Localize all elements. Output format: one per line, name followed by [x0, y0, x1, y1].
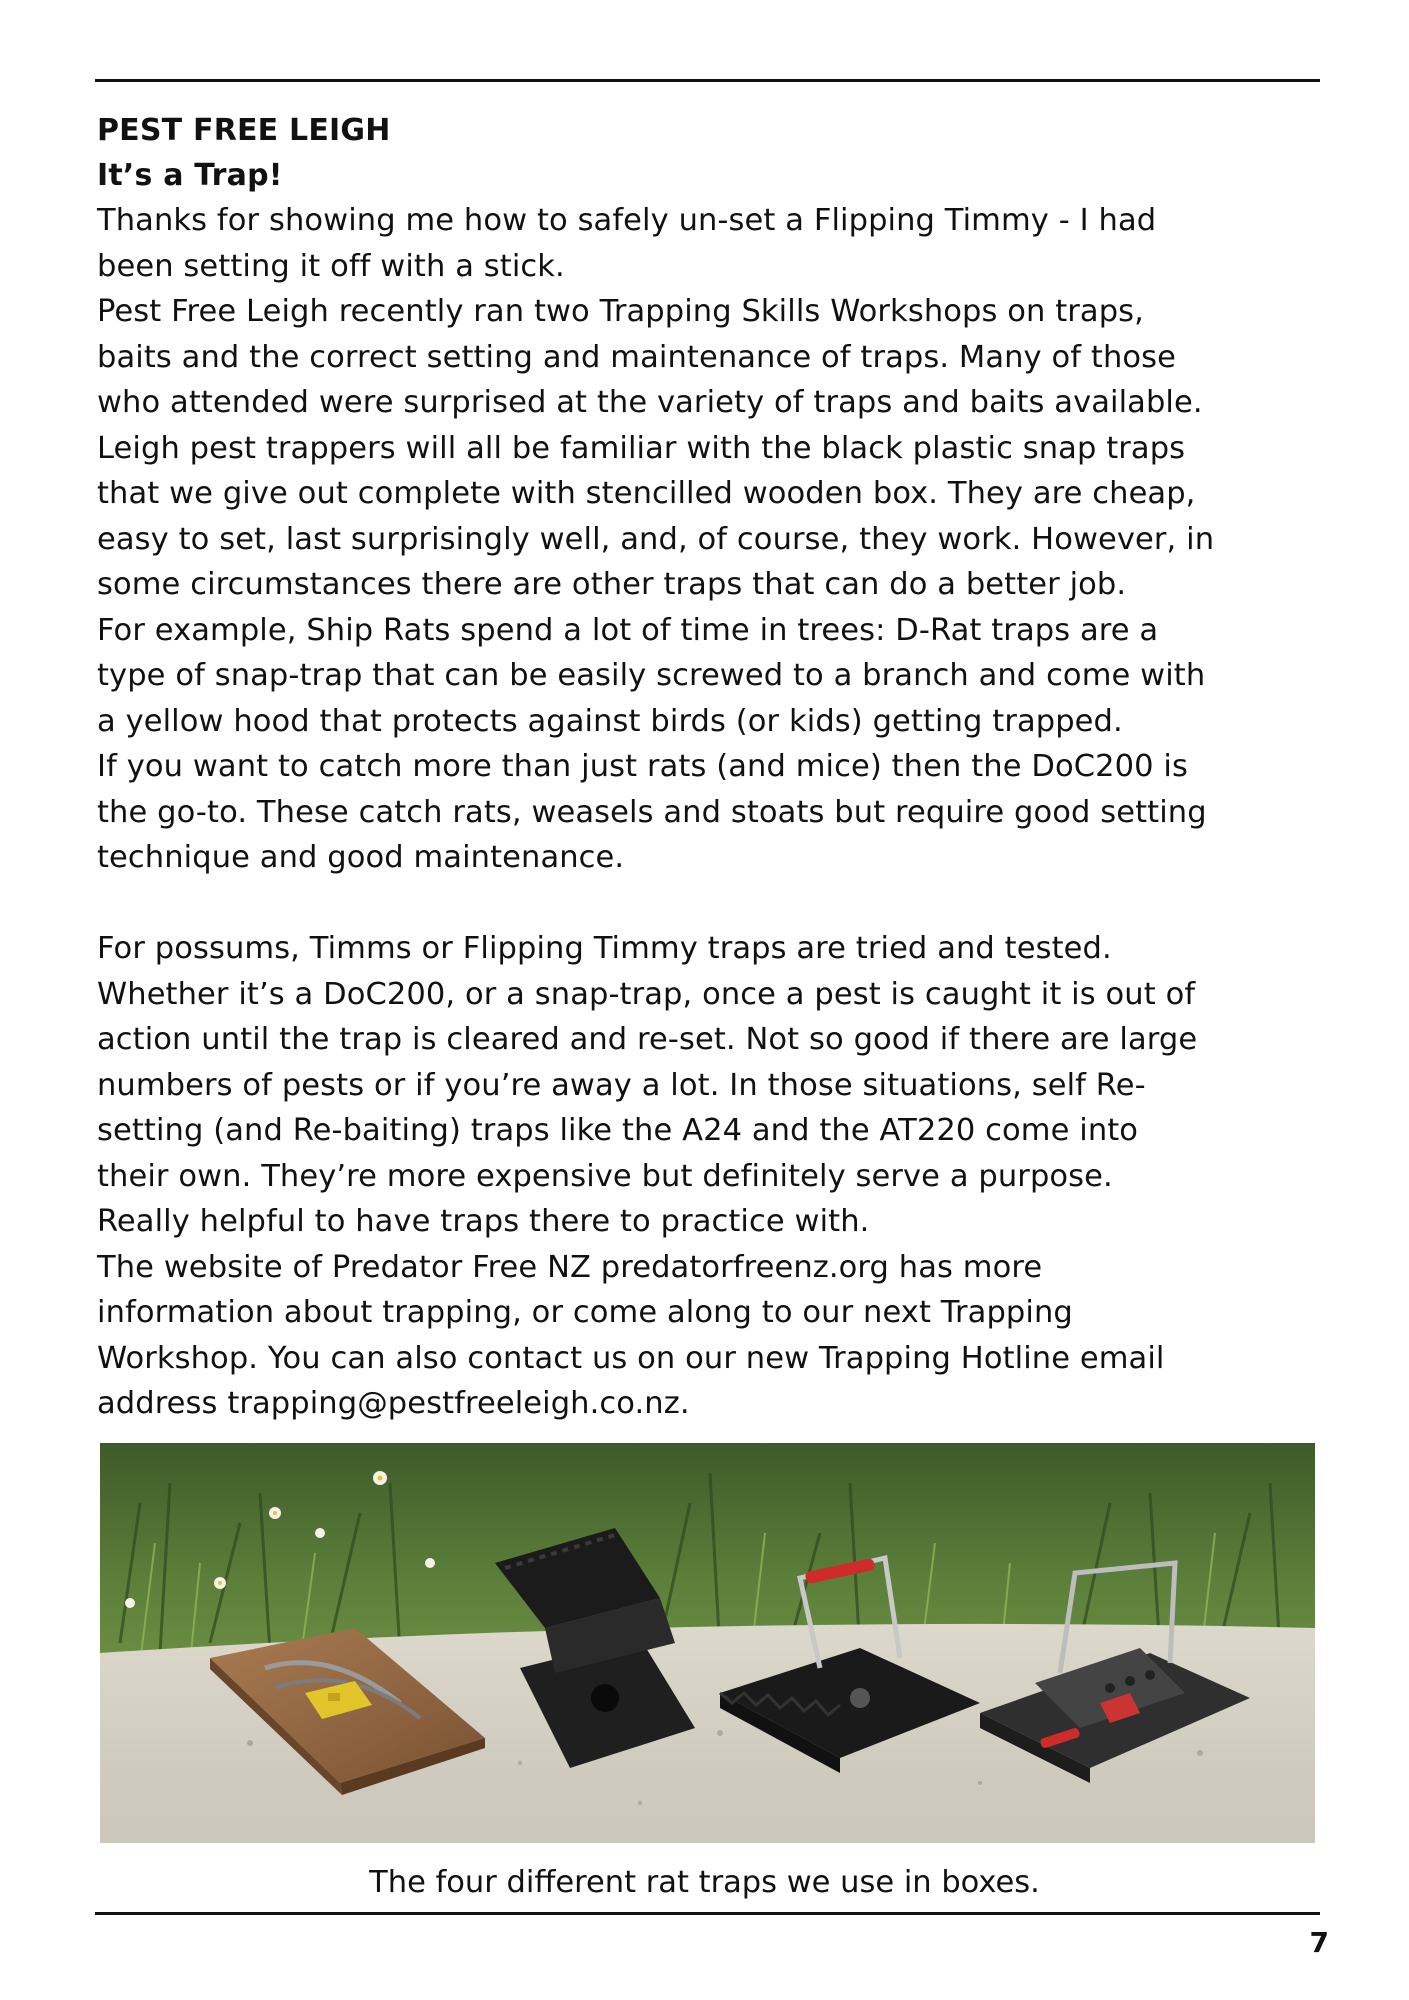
body-line: that we give out complete with stencilled wooden box. They are cheap, [97, 476, 1196, 511]
body-line: a yellow hood that protects against birds (or kids) getting trapped. [97, 703, 1123, 739]
top-rule [95, 79, 1320, 82]
article-title: It’s a Trap! [97, 158, 283, 193]
body-line: numbers of pests or if you’re away a lot. In those situations, self Re- [97, 1067, 1146, 1103]
page-number: 7 [1309, 1926, 1329, 1959]
photo-caption: The four different rat traps we use in boxes. [369, 1865, 1040, 1900]
blank-line [97, 881, 1327, 927]
body-line: action until the trap is cleared and re-set. Not so good if there are large [97, 1022, 1198, 1057]
body-line: setting (and Re-baiting) traps like the A24 and the AT220 come into [97, 1113, 1139, 1148]
article [97, 108, 1327, 1427]
body-line: technique and good maintenance. [97, 840, 625, 875]
article-body [97, 198, 1327, 1427]
body-line: Workshop. You can also contact us on our new Trapping Hotline email [97, 1340, 1165, 1376]
body-line: The website of Predator Free NZ predatorfreenz.org has more [97, 1249, 1043, 1285]
body-line: Thanks for showing me how to safely un-set a Flipping Timmy - I had [97, 203, 1157, 238]
section-heading: PEST FREE LEIGH [97, 113, 391, 148]
body-line: For example, Ship Rats spend a lot of time in trees: D-Rat traps are a [97, 612, 1159, 648]
bottom-rule [95, 1912, 1320, 1915]
body-line: easy to set, last surprisingly well, and, of course, they work. However, in [97, 521, 1215, 557]
body-line: some circumstances there are other traps that can do a better job. [97, 567, 1127, 602]
body-line: Leigh pest trappers will all be familiar with the black plastic snap traps [97, 430, 1186, 466]
body-line: Whether it’s a DoC200, or a snap-trap, once a pest is caught it is out of [97, 976, 1196, 1012]
body-line: address trapping@pestfreeleigh.co.nz. [97, 1386, 690, 1421]
body-line: baits and the correct setting and maintenance of traps. Many of those [97, 339, 1177, 375]
rat-traps-photo [100, 1443, 1315, 1843]
body-line: information about trapping, or come along to our next Trapping [97, 1295, 1073, 1330]
body-line: type of snap-trap that can be easily screwed to a branch and come with [97, 658, 1206, 693]
body-line: For possums, Timms or Flipping Timmy traps are tried and tested. [97, 931, 1112, 966]
body-line: been setting it off with a stick. [97, 248, 565, 284]
body-line: their own. They’re more expensive but definitely serve a purpose. [97, 1158, 1113, 1194]
body-line: If you want to catch more than just rats (and mice) then the DoC200 is [97, 749, 1188, 784]
body-line: the go-to. These catch rats, weasels and stoats but require good setting [97, 794, 1207, 830]
body-line: who attended were surprised at the variety of traps and baits available. [97, 385, 1203, 420]
body-line: Really helpful to have traps there to practice with. [97, 1204, 870, 1239]
body-line: Pest Free Leigh recently ran two Trapping Skills Workshops on traps, [97, 294, 1144, 329]
